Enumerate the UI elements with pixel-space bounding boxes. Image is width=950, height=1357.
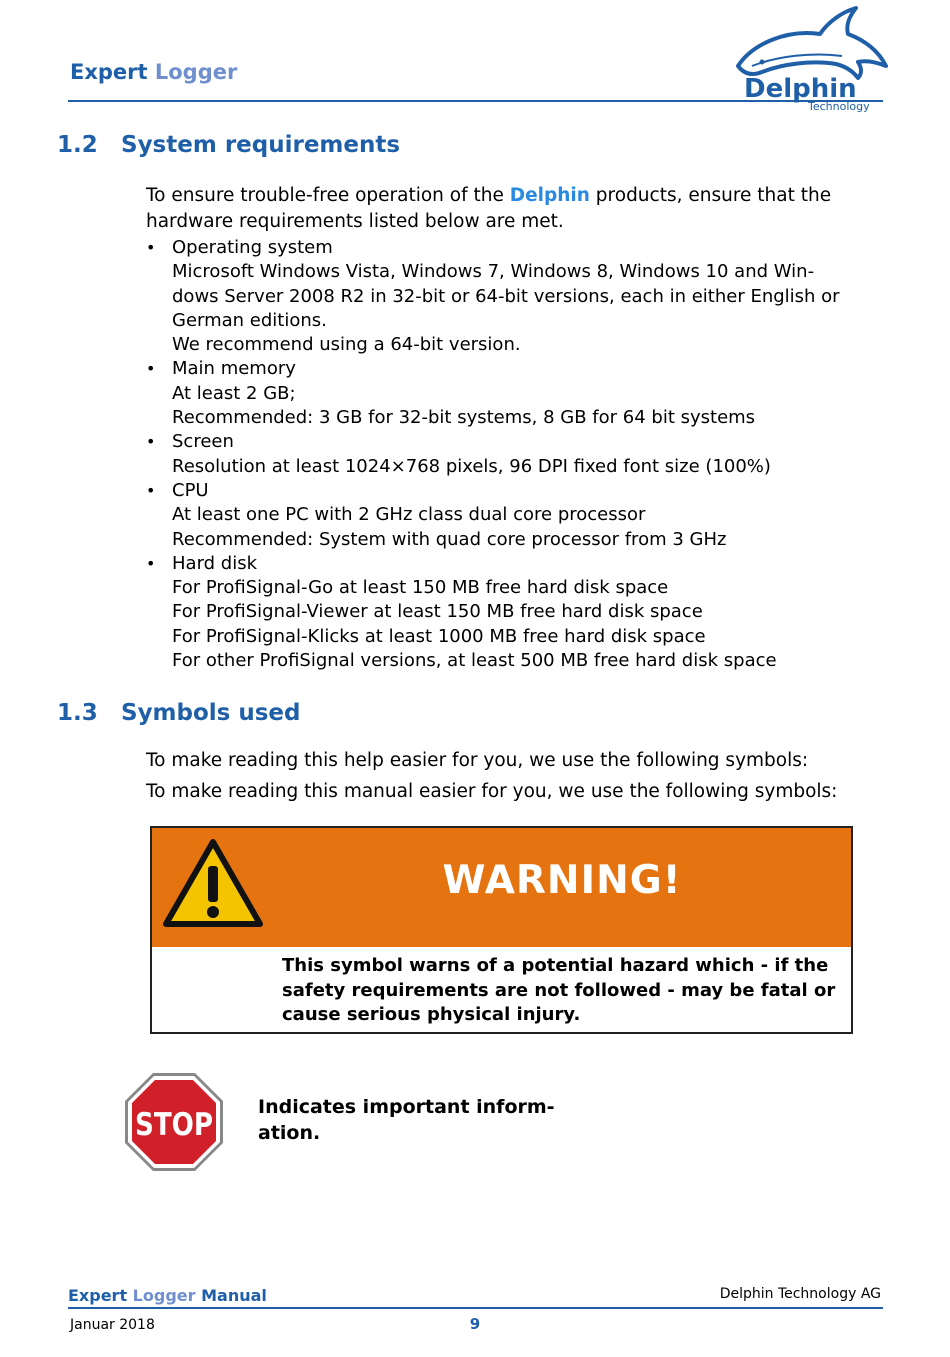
item-line: Recommended: 3 GB for 32-bit systems, 8 GB for 64 bit systems <box>172 407 756 429</box>
item-line: Recommended: System with quad core processor from 3 GHz <box>172 528 727 550</box>
item-label: • Operating system <box>172 237 333 258</box>
header-title-expert: Expert <box>70 60 148 84</box>
footer-title <box>68 1286 267 1305</box>
list-item <box>146 236 886 357</box>
footer-company: Delphin Technology AG <box>719 1286 881 1302</box>
header-title <box>70 60 237 84</box>
intro-text-after: products, ensure that the hardware requirements listed below are met. <box>146 185 832 232</box>
item-label: • Hard disk <box>172 552 258 574</box>
list-item <box>146 552 886 673</box>
item-line: For ProfiSignal-Klicks at least 1000 MB free hard disk space <box>172 625 706 647</box>
warning-box <box>150 826 853 1034</box>
logo-sub: Technology <box>808 100 870 112</box>
stop-description <box>258 1094 588 1146</box>
requirements-list <box>146 236 886 673</box>
logo-name: Delphin <box>744 74 857 104</box>
warning-triangle-icon <box>162 838 264 930</box>
section-heading-1-2 <box>57 132 400 158</box>
footer-rule <box>68 1307 883 1309</box>
dolphin-body-icon <box>738 8 886 78</box>
section-heading-1-3 <box>57 700 301 726</box>
item-line: We recommend using a 64-bit version. <box>172 334 521 356</box>
warning-text: This symbol warns of a potential hazard which - if the safety requirements are not followed - may be fatal or cause serious physical injury. <box>282 955 836 1025</box>
footer-title-manual: Manual <box>201 1286 267 1305</box>
page-number: 9 <box>469 1315 481 1333</box>
header-title-logger: Logger <box>154 60 238 84</box>
section-title: System requirements <box>121 132 401 158</box>
intro-paragraph <box>146 183 886 235</box>
warning-banner <box>152 828 851 947</box>
item-line: At least one PC with 2 GHz class dual core processor <box>172 504 646 526</box>
footer-title-logger: Logger <box>132 1286 196 1305</box>
symbols-intro-manual: To make reading this manual easier for you, we use the following symbols: <box>146 781 838 802</box>
warning-heading: WARNING! <box>442 858 682 903</box>
item-line: For ProfiSignal-Go at least 150 MB free hard disk space <box>172 577 669 599</box>
section-number: 1.3 <box>57 700 98 726</box>
footer-date: Januar 2018 <box>70 1317 155 1333</box>
footer-title-expert: Expert <box>68 1286 128 1305</box>
item-line: German editions. <box>172 309 327 331</box>
section-number: 1.2 <box>57 132 98 158</box>
list-item <box>146 357 886 430</box>
delphin-logo <box>732 4 888 112</box>
item-label: • Main memory <box>172 358 296 380</box>
item-label: • CPU <box>172 479 209 501</box>
item-label: • Screen <box>172 431 234 453</box>
intro-text-before: To ensure trouble-free operation of the <box>146 185 510 206</box>
item-line: At least 2 GB; <box>172 382 296 404</box>
list-item <box>146 479 886 552</box>
item-line: Microsoft Windows Vista, Windows 7, Windows 8, Windows 10 and Win- <box>172 261 815 283</box>
brand-name: Delphin <box>509 185 590 206</box>
section-title: Symbols used <box>121 700 301 726</box>
stop-sign-text: STOP <box>135 1107 213 1143</box>
stop-description-line: ation. <box>258 1122 321 1144</box>
stop-description-line: Indicates important inform- <box>258 1096 555 1118</box>
list-item <box>146 430 886 479</box>
item-line: dows Server 2008 R2 in 32-bit or 64-bit versions, each in either English or <box>172 285 840 307</box>
symbols-intro-help: To make reading this help easier for you, we use the following symbols: <box>146 750 809 771</box>
item-line: Resolution at least 1024×768 pixels, 96 DPI fixed font size (100%) <box>172 455 771 477</box>
item-line: For other ProfiSignal versions, at least 500 MB free hard disk space <box>172 650 777 672</box>
stop-sign-icon <box>124 1072 224 1172</box>
item-line: For ProfiSignal-Viewer at least 150 MB free hard disk space <box>172 601 703 623</box>
